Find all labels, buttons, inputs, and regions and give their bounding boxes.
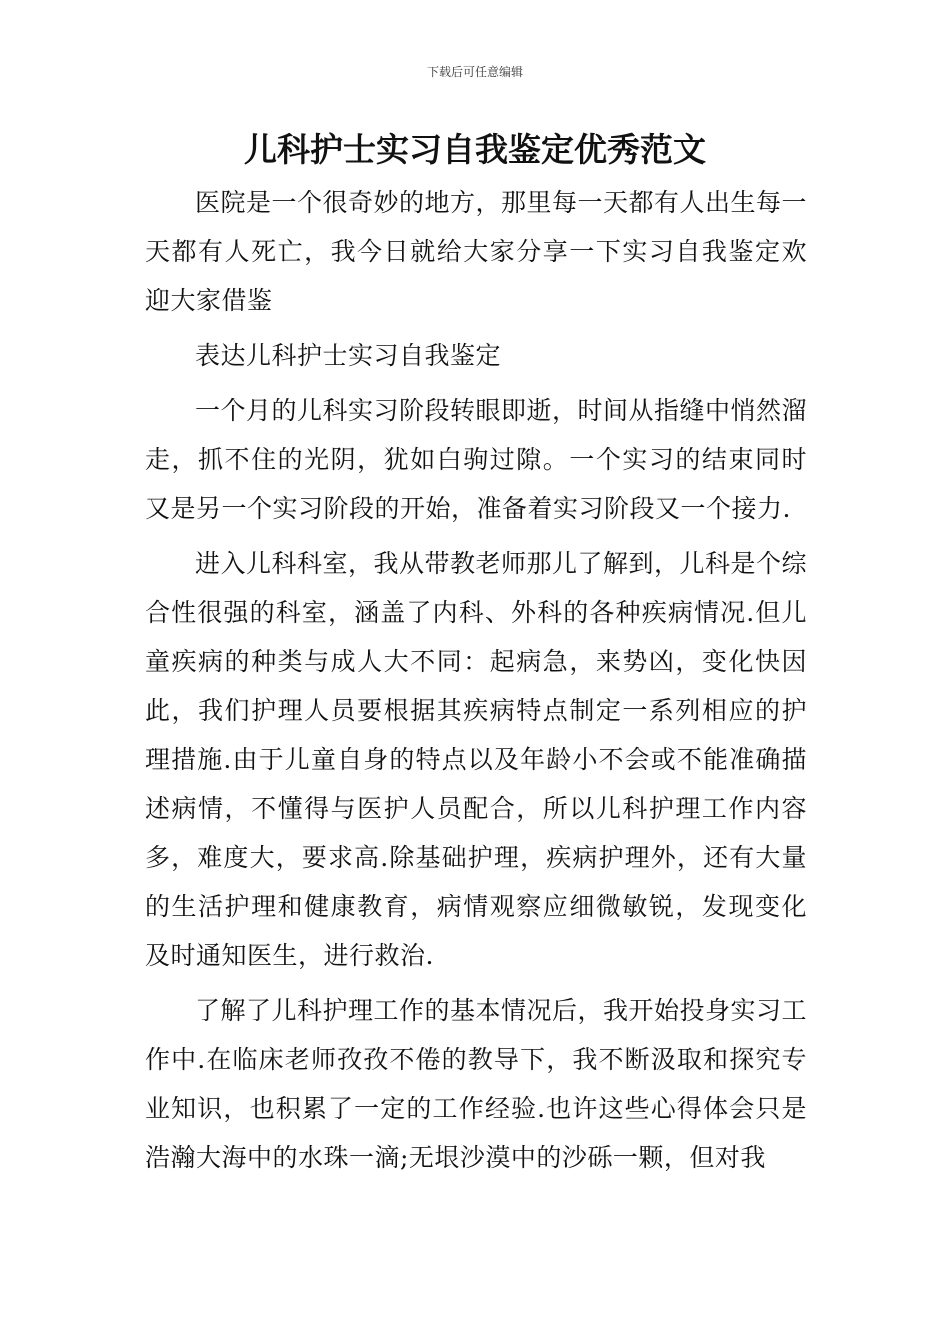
paragraph-pediatrics-overview: 进入儿科科室，我从带教老师那儿了解到，儿科是个综合性很强的科室，涵盖了内科、外科的各种疾病情况.但儿童疾病的种类与成人大不同：起病急，来势凶，变化快因此，我们护理人员要根据其疾病特点制定一系列相应的护理措施.由于儿童自身的特点以及年龄小不会或不能准确描述病情，不懂得与医护人员配合，所以儿科护理工作内容多，难度大，要求高.除基础护理，疾病护理外，还有大量的生活护理和健康教育，病情观察应细微敏锐，发现变化及时通知医生，进行救治. <box>145 549 808 970</box>
paragraph-internship-end: 一个月的儿科实习阶段转眼即逝，时间从指缝中悄然溜走，抓不住的光阴，犹如白驹过隙。一个实习的结束同时又是另一个实习阶段的开始，准备着实习阶段又一个接力. <box>145 396 808 523</box>
document-body <box>145 178 807 1188</box>
paragraph-subtitle: 表达儿科护士实习自我鉴定 <box>195 341 502 370</box>
document-title: 儿科护士实习自我鉴定优秀范文 <box>244 130 706 169</box>
paragraph-intro: 医院是一个很奇妙的地方，那里每一天都有人出生每一天都有人死亡，我今日就给大家分享一下实习自我鉴定欢迎大家借鉴 <box>145 188 808 315</box>
header-note: 下载后可任意编辑 <box>426 65 523 79</box>
paragraph-work-experience: 了解了儿科护理工作的基本情况后，我开始投身实习工作中.在临床老师孜孜不倦的教导下，我不断汲取和探究专业知识，也积累了一定的工作经验.也许这些心得体会只是浩瀚大海中的水珠一滴;无垠沙漠中的沙砾一颗，但对我 <box>145 996 808 1172</box>
